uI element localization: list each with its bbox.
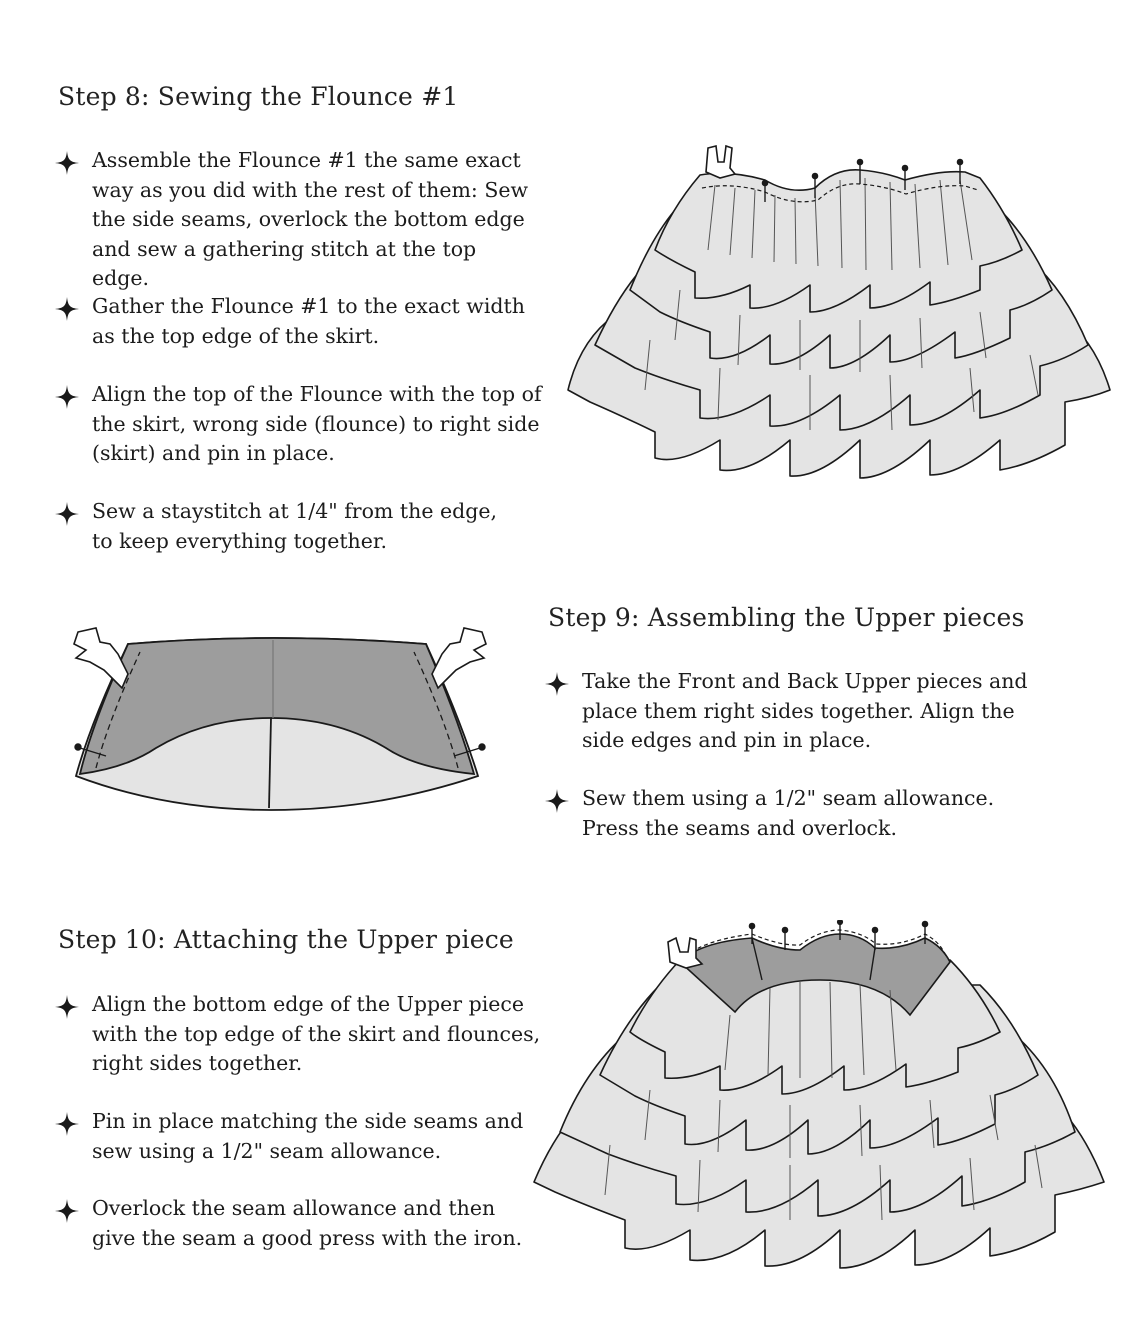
step-8-bullet-2 — [54, 292, 548, 351]
step-8-bullet-4 — [54, 497, 524, 556]
four-point-star-icon — [54, 501, 80, 527]
four-point-star-icon — [544, 671, 570, 697]
four-point-star-icon — [54, 296, 80, 322]
four-point-star-icon — [54, 150, 80, 176]
four-point-star-icon — [54, 994, 80, 1020]
four-point-star-icon — [54, 1111, 80, 1137]
bullet-text: Sew them using a 1/2" seam allowance. Press the seams and overlock. — [582, 786, 995, 840]
four-point-star-icon — [54, 384, 80, 410]
bullet-text: Align the bottom edge of the Upper piece with the top edge of the skirt and flounces, right sides together. — [92, 992, 541, 1075]
bullet-text: Pin in place matching the side seams and sew using a 1/2" seam allowance. — [92, 1109, 524, 1163]
upper-attached-skirt-illustration — [530, 920, 1110, 1272]
step-10-bullet-3 — [54, 1194, 524, 1253]
step-10-bullet-2 — [54, 1107, 524, 1166]
flounce-skirt-illustration — [560, 140, 1116, 480]
step-9-bullet-1 — [544, 667, 1034, 756]
bullet-text: Align the top of the Flounce with the top of the skirt, wrong side (flounce) to right side (skirt) and pin in place. — [92, 382, 542, 465]
step-8-title: Step 8: Sewing the Flounce #1 — [58, 82, 459, 111]
presser-foot-icon — [706, 146, 735, 178]
step-8-bullet-1 — [54, 146, 534, 294]
step-8-bullet-3 — [54, 380, 548, 469]
step-9-title: Step 9: Assembling the Upper pieces — [548, 603, 1025, 632]
four-point-star-icon — [544, 788, 570, 814]
step-9-bullet-2 — [544, 784, 1004, 843]
bullet-text: Assemble the Flounce #1 the same exact way as you did with the rest of them: Sew the side seams, overlock the bottom edge and sew a gathering stitch at the top edge. — [92, 148, 529, 290]
bullet-text: Gather the Flounce #1 to the exact width as the top edge of the skirt. — [92, 294, 525, 348]
step-10-title: Step 10: Attaching the Upper piece — [58, 925, 514, 954]
bullet-text: Overlock the seam allowance and then give the seam a good press with the iron. — [92, 1196, 523, 1250]
four-point-star-icon — [54, 1198, 80, 1224]
bullet-text: Sew a staystitch at 1/4" from the edge, to keep everything together. — [92, 499, 498, 553]
step-10-bullet-1 — [54, 990, 544, 1079]
bullet-text: Take the Front and Back Upper pieces and place them right sides together. Align the side edges and pin in place. — [582, 669, 1028, 752]
upper-pieces-illustration — [66, 618, 494, 814]
